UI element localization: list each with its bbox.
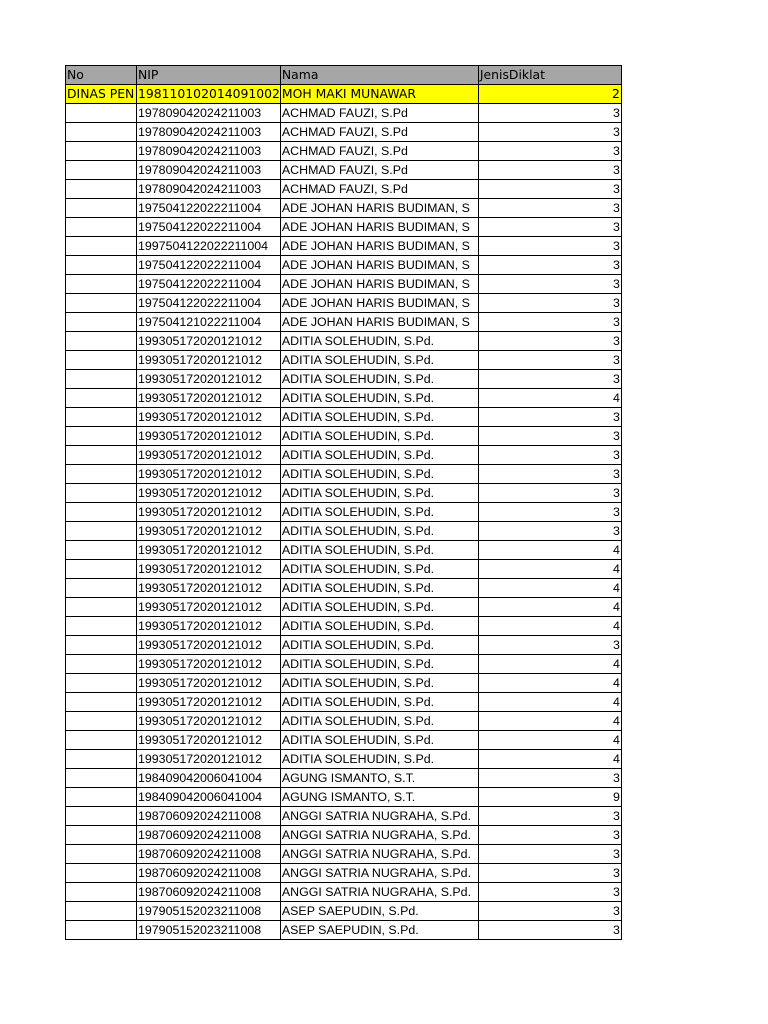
cell-nama[interactable]: ADE JOHAN HARIS BUDIMAN, S xyxy=(280,275,478,294)
cell-nip[interactable]: 197504122022211004 xyxy=(137,275,281,294)
cell-no[interactable] xyxy=(66,199,137,218)
cell-nip[interactable]: 199305172020121012 xyxy=(137,655,281,674)
cell-nama[interactable]: ADITIA SOLEHUDIN, S.Pd. xyxy=(280,522,478,541)
table-row xyxy=(66,864,622,883)
table-row xyxy=(66,655,622,674)
table-row xyxy=(66,408,622,427)
cell-no[interactable] xyxy=(66,351,137,370)
cell-no[interactable] xyxy=(66,560,137,579)
table-row xyxy=(66,598,622,617)
cell-no[interactable] xyxy=(66,807,137,826)
cell-nama[interactable]: ADITIA SOLEHUDIN, S.Pd. xyxy=(280,408,478,427)
table-row xyxy=(66,332,622,351)
cell-jenis-diklat[interactable]: 3 xyxy=(478,408,621,427)
cell-no[interactable] xyxy=(66,769,137,788)
cell-jenis-diklat[interactable]: 3 xyxy=(478,332,621,351)
cell-nama[interactable]: ADITIA SOLEHUDIN, S.Pd. xyxy=(280,541,478,560)
cell-nama[interactable]: ACHMAD FAUZI, S.Pd xyxy=(280,161,478,180)
cell-nama[interactable]: ADITIA SOLEHUDIN, S.Pd. xyxy=(280,560,478,579)
cell-jenis-diklat[interactable]: 3 xyxy=(478,769,621,788)
table-row xyxy=(66,465,622,484)
table-row xyxy=(66,123,622,142)
cell-jenis-diklat[interactable]: 2 xyxy=(478,85,621,104)
table-row xyxy=(66,237,622,256)
cell-jenis-diklat[interactable]: 3 xyxy=(478,256,621,275)
cell-nip[interactable]: 199305172020121012 xyxy=(137,750,281,769)
cell-jenis-diklat[interactable]: 3 xyxy=(478,522,621,541)
cell-nama[interactable]: ADITIA SOLEHUDIN, S.Pd. xyxy=(280,389,478,408)
cell-jenis-diklat[interactable]: 4 xyxy=(478,617,621,636)
cell-no[interactable] xyxy=(66,218,137,237)
cell-nip[interactable]: 198110102014091002 xyxy=(137,85,281,104)
cell-nip[interactable]: 199305172020121012 xyxy=(137,617,281,636)
cell-jenis-diklat[interactable]: 4 xyxy=(478,389,621,408)
cell-jenis-diklat[interactable]: 3 xyxy=(478,199,621,218)
cell-no[interactable] xyxy=(66,503,137,522)
cell-no[interactable] xyxy=(66,617,137,636)
cell-jenis-diklat[interactable]: 4 xyxy=(478,712,621,731)
cell-nama[interactable]: ADITIA SOLEHUDIN, S.Pd. xyxy=(280,370,478,389)
table-row xyxy=(66,522,622,541)
cell-jenis-diklat[interactable]: 3 xyxy=(478,142,621,161)
table-row xyxy=(66,731,622,750)
table-row xyxy=(66,199,622,218)
cell-nip[interactable]: 198409042006041004 xyxy=(137,788,281,807)
table-row xyxy=(66,579,622,598)
table-row xyxy=(66,636,622,655)
cell-jenis-diklat[interactable]: 3 xyxy=(478,180,621,199)
cell-nip[interactable]: 198706092024211008 xyxy=(137,845,281,864)
cell-nip[interactable]: 1997504122022211004 xyxy=(137,237,281,256)
cell-nip[interactable]: 197809042024211003 xyxy=(137,104,281,123)
cell-nama[interactable]: ADITIA SOLEHUDIN, S.Pd. xyxy=(280,579,478,598)
cell-jenis-diklat[interactable]: 4 xyxy=(478,598,621,617)
cell-nip[interactable]: 199305172020121012 xyxy=(137,427,281,446)
cell-jenis-diklat[interactable]: 4 xyxy=(478,541,621,560)
cell-nama[interactable]: ADITIA SOLEHUDIN, S.Pd. xyxy=(280,484,478,503)
cell-no[interactable] xyxy=(66,921,137,940)
cell-no[interactable]: DINAS PEN xyxy=(66,85,137,104)
cell-no[interactable] xyxy=(66,655,137,674)
table-row xyxy=(66,750,622,769)
cell-no[interactable] xyxy=(66,731,137,750)
cell-no[interactable] xyxy=(66,522,137,541)
cell-nip[interactable]: 199305172020121012 xyxy=(137,408,281,427)
header-jenis-diklat[interactable]: JenisDiklat xyxy=(478,66,621,85)
cell-nama[interactable]: MOH MAKI MUNAWAR xyxy=(280,85,478,104)
cell-nip[interactable]: 197809042024211003 xyxy=(137,161,281,180)
cell-no[interactable] xyxy=(66,826,137,845)
header-nip[interactable]: NIP xyxy=(137,66,281,85)
cell-no[interactable] xyxy=(66,332,137,351)
cell-jenis-diklat[interactable]: 3 xyxy=(478,161,621,180)
cell-jenis-diklat[interactable]: 3 xyxy=(478,351,621,370)
cell-no[interactable] xyxy=(66,256,137,275)
spreadsheet-table xyxy=(65,65,622,940)
table-row xyxy=(66,256,622,275)
table-row xyxy=(66,560,622,579)
highlighted-row xyxy=(66,85,622,104)
cell-nip[interactable]: 199305172020121012 xyxy=(137,712,281,731)
cell-nama[interactable]: ADITIA SOLEHUDIN, S.Pd. xyxy=(280,750,478,769)
cell-nama[interactable]: ADE JOHAN HARIS BUDIMAN, S xyxy=(280,294,478,313)
cell-nip[interactable]: 197504121022211004 xyxy=(137,313,281,332)
cell-nama[interactable]: ADITIA SOLEHUDIN, S.Pd. xyxy=(280,427,478,446)
cell-jenis-diklat[interactable]: 3 xyxy=(478,218,621,237)
table-row xyxy=(66,484,622,503)
cell-nama[interactable]: ADITIA SOLEHUDIN, S.Pd. xyxy=(280,332,478,351)
cell-nama[interactable]: ADITIA SOLEHUDIN, S.Pd. xyxy=(280,503,478,522)
cell-nip[interactable]: 199305172020121012 xyxy=(137,693,281,712)
cell-nip[interactable]: 199305172020121012 xyxy=(137,598,281,617)
table-row xyxy=(66,294,622,313)
header-nama[interactable]: Nama xyxy=(280,66,478,85)
cell-nama[interactable]: ANGGI SATRIA NUGRAHA, S.Pd. xyxy=(280,826,478,845)
cell-nama[interactable]: ADITIA SOLEHUDIN, S.Pd. xyxy=(280,465,478,484)
cell-nip[interactable]: 197504122022211004 xyxy=(137,199,281,218)
cell-nip[interactable]: 199305172020121012 xyxy=(137,541,281,560)
cell-no[interactable] xyxy=(66,712,137,731)
cell-nip[interactable]: 199305172020121012 xyxy=(137,674,281,693)
cell-jenis-diklat[interactable]: 3 xyxy=(478,902,621,921)
cell-no[interactable] xyxy=(66,465,137,484)
cell-no[interactable] xyxy=(66,180,137,199)
table-row xyxy=(66,389,622,408)
cell-nama[interactable]: ADE JOHAN HARIS BUDIMAN, S xyxy=(280,218,478,237)
cell-jenis-diklat[interactable]: 4 xyxy=(478,655,621,674)
cell-nama[interactable]: ACHMAD FAUZI, S.Pd xyxy=(280,142,478,161)
cell-no[interactable] xyxy=(66,636,137,655)
cell-jenis-diklat[interactable]: 3 xyxy=(478,275,621,294)
cell-nama[interactable]: ADE JOHAN HARIS BUDIMAN, S xyxy=(280,313,478,332)
cell-no[interactable] xyxy=(66,541,137,560)
cell-nip[interactable]: 198706092024211008 xyxy=(137,826,281,845)
header-no[interactable]: No xyxy=(66,66,137,85)
cell-no[interactable] xyxy=(66,579,137,598)
cell-nama[interactable]: ACHMAD FAUZI, S.Pd xyxy=(280,180,478,199)
table-row xyxy=(66,503,622,522)
cell-nama[interactable]: ADITIA SOLEHUDIN, S.Pd. xyxy=(280,617,478,636)
cell-nip[interactable]: 199305172020121012 xyxy=(137,636,281,655)
cell-nip[interactable]: 197905152023211008 xyxy=(137,902,281,921)
cell-jenis-diklat[interactable]: 3 xyxy=(478,370,621,389)
cell-nama[interactable]: ACHMAD FAUZI, S.Pd xyxy=(280,104,478,123)
cell-no[interactable] xyxy=(66,446,137,465)
cell-nama[interactable]: ADE JOHAN HARIS BUDIMAN, S xyxy=(280,199,478,218)
cell-nip[interactable]: 198409042006041004 xyxy=(137,769,281,788)
table-row xyxy=(66,845,622,864)
cell-jenis-diklat[interactable]: 4 xyxy=(478,693,621,712)
cell-jenis-diklat[interactable]: 3 xyxy=(478,104,621,123)
cell-nama[interactable]: AGUNG ISMANTO, S.T. xyxy=(280,788,478,807)
cell-nip[interactable]: 199305172020121012 xyxy=(137,332,281,351)
table-row xyxy=(66,142,622,161)
table-row xyxy=(66,769,622,788)
cell-jenis-diklat[interactable]: 4 xyxy=(478,750,621,769)
cell-nip[interactable]: 199305172020121012 xyxy=(137,370,281,389)
cell-jenis-diklat[interactable]: 9 xyxy=(478,788,621,807)
table-row xyxy=(66,446,622,465)
cell-no[interactable] xyxy=(66,161,137,180)
cell-nip[interactable]: 199305172020121012 xyxy=(137,351,281,370)
cell-nama[interactable]: ACHMAD FAUZI, S.Pd xyxy=(280,123,478,142)
cell-no[interactable] xyxy=(66,275,137,294)
table-row xyxy=(66,180,622,199)
cell-no[interactable] xyxy=(66,370,137,389)
cell-jenis-diklat[interactable]: 3 xyxy=(478,864,621,883)
cell-nip[interactable]: 199305172020121012 xyxy=(137,579,281,598)
cell-nama[interactable]: ADITIA SOLEHUDIN, S.Pd. xyxy=(280,446,478,465)
cell-nip[interactable]: 197809042024211003 xyxy=(137,123,281,142)
cell-nama[interactable]: ADITIA SOLEHUDIN, S.Pd. xyxy=(280,712,478,731)
cell-no[interactable] xyxy=(66,408,137,427)
cell-jenis-diklat[interactable]: 3 xyxy=(478,921,621,940)
cell-nama[interactable]: ADE JOHAN HARIS BUDIMAN, S xyxy=(280,256,478,275)
cell-jenis-diklat[interactable]: 3 xyxy=(478,237,621,256)
table-row xyxy=(66,275,622,294)
cell-no[interactable] xyxy=(66,237,137,256)
cell-nama[interactable]: ANGGI SATRIA NUGRAHA, S.Pd. xyxy=(280,845,478,864)
cell-nip[interactable]: 199305172020121012 xyxy=(137,484,281,503)
cell-jenis-diklat[interactable]: 3 xyxy=(478,294,621,313)
cell-nip[interactable]: 197504122022211004 xyxy=(137,256,281,275)
cell-no[interactable] xyxy=(66,674,137,693)
cell-jenis-diklat[interactable]: 4 xyxy=(478,674,621,693)
table-row xyxy=(66,351,622,370)
table-row xyxy=(66,902,622,921)
cell-nip[interactable]: 199305172020121012 xyxy=(137,389,281,408)
cell-jenis-diklat[interactable]: 4 xyxy=(478,579,621,598)
cell-no[interactable] xyxy=(66,693,137,712)
table-row xyxy=(66,807,622,826)
cell-nip[interactable]: 199305172020121012 xyxy=(137,560,281,579)
cell-no[interactable] xyxy=(66,864,137,883)
table-row xyxy=(66,921,622,940)
cell-nip[interactable]: 199305172020121012 xyxy=(137,522,281,541)
table-row xyxy=(66,427,622,446)
cell-nip[interactable]: 199305172020121012 xyxy=(137,465,281,484)
cell-nama[interactable]: AGUNG ISMANTO, S.T. xyxy=(280,769,478,788)
cell-nip[interactable]: 197809042024211003 xyxy=(137,180,281,199)
table-row xyxy=(66,161,622,180)
cell-no[interactable] xyxy=(66,788,137,807)
cell-no[interactable] xyxy=(66,389,137,408)
cell-no[interactable] xyxy=(66,104,137,123)
cell-jenis-diklat[interactable]: 3 xyxy=(478,484,621,503)
cell-no[interactable] xyxy=(66,427,137,446)
cell-nama[interactable]: ASEP SAEPUDIN, S.Pd. xyxy=(280,921,478,940)
cell-jenis-diklat[interactable]: 3 xyxy=(478,883,621,902)
table-row xyxy=(66,883,622,902)
cell-no[interactable] xyxy=(66,294,137,313)
cell-jenis-diklat[interactable]: 3 xyxy=(478,826,621,845)
cell-nama[interactable]: ADITIA SOLEHUDIN, S.Pd. xyxy=(280,731,478,750)
table-row xyxy=(66,788,622,807)
cell-nama[interactable]: ADITIA SOLEHUDIN, S.Pd. xyxy=(280,636,478,655)
table-row xyxy=(66,313,622,332)
table-row xyxy=(66,826,622,845)
table-row xyxy=(66,693,622,712)
header-row xyxy=(66,66,622,85)
cell-no[interactable] xyxy=(66,750,137,769)
cell-jenis-diklat[interactable]: 3 xyxy=(478,446,621,465)
cell-jenis-diklat[interactable]: 3 xyxy=(478,465,621,484)
cell-nip[interactable]: 197504122022211004 xyxy=(137,218,281,237)
table-row xyxy=(66,617,622,636)
cell-jenis-diklat[interactable]: 3 xyxy=(478,845,621,864)
cell-nip[interactable]: 197905152023211008 xyxy=(137,921,281,940)
cell-nama[interactable]: ADITIA SOLEHUDIN, S.Pd. xyxy=(280,351,478,370)
cell-jenis-diklat[interactable]: 4 xyxy=(478,560,621,579)
cell-no[interactable] xyxy=(66,845,137,864)
cell-nama[interactable]: ADITIA SOLEHUDIN, S.Pd. xyxy=(280,693,478,712)
cell-jenis-diklat[interactable]: 3 xyxy=(478,313,621,332)
cell-jenis-diklat[interactable]: 4 xyxy=(478,731,621,750)
cell-nip[interactable]: 197504122022211004 xyxy=(137,294,281,313)
table-row xyxy=(66,218,622,237)
cell-no[interactable] xyxy=(66,902,137,921)
table-row xyxy=(66,370,622,389)
cell-nip[interactable]: 198706092024211008 xyxy=(137,883,281,902)
cell-nip[interactable]: 198706092024211008 xyxy=(137,807,281,826)
cell-nama[interactable]: ADITIA SOLEHUDIN, S.Pd. xyxy=(280,655,478,674)
cell-nip[interactable]: 199305172020121012 xyxy=(137,503,281,522)
cell-no[interactable] xyxy=(66,313,137,332)
cell-no[interactable] xyxy=(66,123,137,142)
cell-nama[interactable]: ANGGI SATRIA NUGRAHA, S.Pd. xyxy=(280,864,478,883)
table-row xyxy=(66,674,622,693)
cell-nip[interactable]: 198706092024211008 xyxy=(137,864,281,883)
cell-jenis-diklat[interactable]: 3 xyxy=(478,503,621,522)
cell-jenis-diklat[interactable]: 3 xyxy=(478,427,621,446)
cell-no[interactable] xyxy=(66,484,137,503)
cell-no[interactable] xyxy=(66,142,137,161)
cell-nip[interactable]: 199305172020121012 xyxy=(137,731,281,750)
cell-nama[interactable]: ANGGI SATRIA NUGRAHA, S.Pd. xyxy=(280,883,478,902)
cell-nama[interactable]: ADITIA SOLEHUDIN, S.Pd. xyxy=(280,674,478,693)
cell-nama[interactable]: ADE JOHAN HARIS BUDIMAN, S xyxy=(280,237,478,256)
cell-nama[interactable]: ANGGI SATRIA NUGRAHA, S.Pd. xyxy=(280,807,478,826)
cell-jenis-diklat[interactable]: 3 xyxy=(478,636,621,655)
cell-jenis-diklat[interactable]: 3 xyxy=(478,807,621,826)
cell-nip[interactable]: 199305172020121012 xyxy=(137,446,281,465)
cell-nama[interactable]: ADITIA SOLEHUDIN, S.Pd. xyxy=(280,598,478,617)
table-row xyxy=(66,712,622,731)
table-row xyxy=(66,104,622,123)
cell-no[interactable] xyxy=(66,883,137,902)
cell-no[interactable] xyxy=(66,598,137,617)
cell-nip[interactable]: 197809042024211003 xyxy=(137,142,281,161)
cell-jenis-diklat[interactable]: 3 xyxy=(478,123,621,142)
table-row xyxy=(66,541,622,560)
cell-nama[interactable]: ASEP SAEPUDIN, S.Pd. xyxy=(280,902,478,921)
